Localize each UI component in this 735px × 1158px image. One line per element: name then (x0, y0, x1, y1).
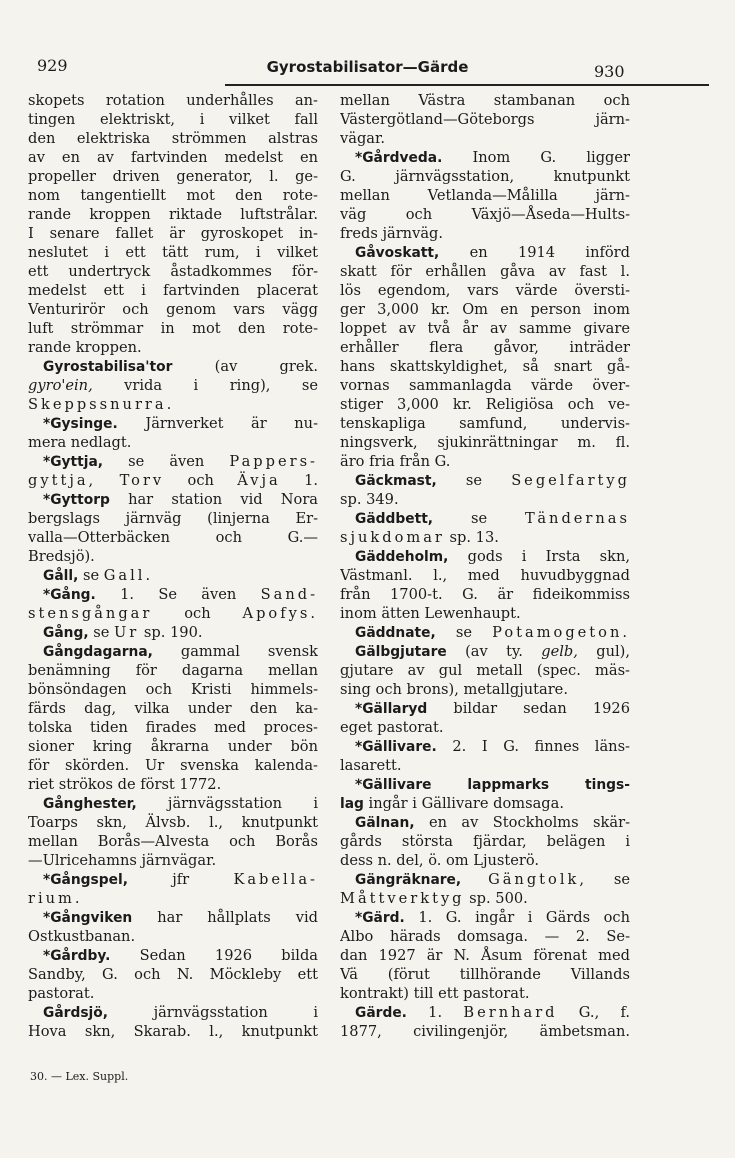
text-line (28, 984, 318, 1003)
text-segment: gul), (577, 643, 630, 660)
text-segment: skatt för erhållen gåva av fast l. (340, 263, 630, 280)
text-segment: se (78, 567, 104, 584)
text-segment: Skeppssnurra. (28, 396, 175, 413)
text-segment: Västmanl. l., med huvudbyggnad (340, 567, 630, 584)
text-segment: 1. Se även (95, 586, 261, 603)
text-segment: 1. (406, 1004, 464, 1021)
text-segment: en 1914 införd (439, 244, 630, 261)
text-line (28, 908, 318, 927)
text-line (28, 338, 318, 357)
text-segment: hans skattskyldighet, så snart gå- (340, 358, 630, 375)
text-segment: Sedan 1926 bilda (110, 947, 318, 964)
entry-headword: *Gysinge. (43, 416, 118, 432)
text-line (340, 243, 630, 262)
text-segment: Gängtolk, (488, 871, 587, 888)
text-line (28, 471, 318, 490)
entry-headword: *Gällivare lappmarks tings- (355, 777, 630, 793)
text-line (340, 300, 630, 319)
text-line (340, 604, 630, 623)
text-line (340, 91, 630, 110)
text-segment: G., f. (557, 1004, 630, 1021)
text-line (340, 984, 630, 1003)
entry-headword: *Gångviken (43, 910, 133, 926)
text-line (28, 718, 318, 737)
text-line (340, 452, 630, 471)
text-line (28, 319, 318, 338)
text-segment: Ur (113, 624, 140, 641)
text-segment: gyttja, (28, 472, 97, 489)
text-line (340, 186, 630, 205)
text-segment: gårds största fjärdar, belägen i (340, 833, 630, 850)
left-page-number: 929 (37, 56, 68, 75)
text-segment: Segelfartyg (511, 472, 630, 489)
text-segment: freds järnväg. (340, 225, 444, 242)
text-line (28, 661, 318, 680)
text-line (28, 604, 318, 623)
text-segment: gelb, (541, 643, 578, 660)
text-segment: propeller driven generator, l. ge- (28, 168, 318, 185)
text-segment: vägar. (340, 130, 385, 147)
text-segment: och (152, 605, 243, 622)
text-segment: Pappers- (229, 453, 318, 470)
text-segment: Gall. (103, 567, 154, 584)
text-segment: bildar sedan 1926 (427, 700, 630, 717)
left-column (28, 91, 318, 1041)
entry-headword: *Gyttorp (43, 492, 110, 508)
text-segment: lasarett. (340, 757, 402, 774)
text-segment: medelst ett i fartvinden placerat (28, 282, 318, 299)
text-line (340, 566, 630, 585)
text-segment: tolska tiden firades med proces- (28, 719, 318, 736)
entry-headword: Gäckmast, (355, 473, 437, 489)
text-line (340, 756, 630, 775)
text-line (340, 623, 630, 642)
entry-headword: Gånghester, (43, 796, 137, 812)
entry-headword: *Gällivare. (355, 739, 437, 755)
text-segment: se (586, 871, 630, 888)
entry-headword: *Gärd. (355, 910, 405, 926)
text-segment: Kabella- (233, 871, 318, 888)
running-header (0, 56, 735, 86)
text-line (28, 186, 318, 205)
text-line (340, 490, 630, 509)
text-line (28, 224, 318, 243)
text-segment: sp. 500. (464, 890, 528, 907)
text-line (28, 300, 318, 319)
text-segment: gyro'ein, (28, 377, 93, 394)
text-segment: mellan Borås—Alvesta och Borås (28, 833, 318, 850)
text-segment: vornas sammanlagda värde över- (340, 377, 630, 394)
text-line (28, 585, 318, 604)
text-line (28, 357, 318, 376)
text-line (28, 509, 318, 528)
text-segment: färds dag, vilka under den ka- (28, 700, 318, 717)
text-segment: Toarps skn, Älvsb. l., knutpunkt (28, 814, 318, 831)
text-segment: ett undertryck åstadkommes för- (28, 263, 318, 280)
text-segment: loppet av två år av samme givare (340, 320, 630, 337)
text-line (340, 851, 630, 870)
text-line (28, 680, 318, 699)
text-line (340, 414, 630, 433)
text-segment: rande kroppen. (28, 339, 142, 356)
text-segment: sjukdomar (340, 529, 445, 546)
text-line (340, 319, 630, 338)
text-line (28, 927, 318, 946)
text-segment: bergslags järnväg (linjerna Er- (28, 510, 318, 527)
text-line (28, 167, 318, 186)
text-line (28, 452, 318, 471)
text-line (28, 699, 318, 718)
text-line (28, 205, 318, 224)
entry-headword: Gäddnate, (355, 625, 436, 641)
text-line (28, 870, 318, 889)
text-line (340, 110, 630, 129)
text-segment: dan 1927 är N. Åsum förenat med (340, 947, 630, 964)
entry-headword: Gäddeholm, (355, 549, 449, 565)
text-segment: för skörden. Ur svenska kalenda- (28, 757, 318, 774)
text-segment: Hova skn, Skarab. l., knutpunkt (28, 1023, 318, 1040)
text-segment: sp. 13. (444, 529, 499, 546)
text-line (340, 129, 630, 148)
text-segment: se (88, 624, 114, 641)
text-segment: Tändernas (525, 510, 630, 527)
text-segment: 2. I G. finnes läns- (436, 738, 630, 755)
text-segment: Ostkustbanan. (28, 928, 136, 945)
text-segment: 1877, civilingenjör, ämbetsman. (340, 1023, 630, 1040)
text-segment: Måttverktyg (340, 890, 465, 907)
entry-headword: *Gångspel, (43, 872, 128, 888)
text-line (28, 490, 318, 509)
entry-headword: Gälnan, (355, 815, 415, 831)
text-line (340, 794, 630, 813)
text-segment: bönsöndagen och Kristi himmels- (28, 681, 318, 698)
text-segment: ningsverk, sjukinrättningar m. fl. (340, 434, 630, 451)
text-line (28, 642, 318, 661)
entry-headword: Gåll, (43, 568, 79, 584)
text-segment (96, 472, 119, 489)
text-segment: vrida i ring), se (92, 377, 318, 394)
text-line (28, 794, 318, 813)
text-line (340, 832, 630, 851)
text-line (28, 110, 318, 129)
text-segment: se (436, 472, 512, 489)
text-segment: jfr (127, 871, 234, 888)
text-line (340, 509, 630, 528)
entry-headword: Gång, (43, 625, 89, 641)
text-line (28, 756, 318, 775)
text-line (28, 528, 318, 547)
text-line (340, 528, 630, 547)
text-line (340, 1003, 630, 1022)
text-segment: ger 3,000 kr. Om en person inom (340, 301, 630, 318)
text-segment (461, 871, 488, 888)
text-line (28, 148, 318, 167)
text-line (340, 927, 630, 946)
text-line (340, 395, 630, 414)
text-segment: den elektriska strömmen alstras (28, 130, 318, 147)
text-line (28, 414, 318, 433)
text-segment: erhåller flera gåvor, inträder (340, 339, 630, 356)
text-segment: lös egendom, vars värde översti- (340, 282, 630, 299)
text-segment: Sandby, G. och N. Möckleby ett (28, 966, 318, 983)
text-segment: Potamogeton. (492, 624, 630, 641)
text-segment: pastorat. (28, 985, 95, 1002)
text-line (340, 718, 630, 737)
entry-headword: Gårdsjö, (43, 1005, 108, 1021)
text-segment: sp. 190. (139, 624, 203, 641)
entry-headword: Gängräknare, (355, 872, 462, 888)
entry-headword: Gärde. (355, 1005, 407, 1021)
text-segment: inom ätten Lewenhaupt. (340, 605, 521, 622)
text-segment: eget pastorat. (340, 719, 444, 736)
text-segment: mellan Västra stambanan och (340, 92, 630, 109)
text-segment: (av ty. (446, 643, 542, 660)
text-segment: 1. (280, 472, 318, 489)
text-line (340, 889, 630, 908)
text-segment: Inom G. ligger (442, 149, 630, 166)
text-line (340, 870, 630, 889)
text-segment: se (433, 510, 526, 527)
text-segment: järnvägsstation i (107, 1004, 318, 1021)
text-segment: se (435, 624, 493, 641)
text-line (340, 680, 630, 699)
text-line (340, 224, 630, 243)
text-segment: järnvägsstation i (136, 795, 318, 812)
text-segment: Västergötland—Göteborgs järn- (340, 111, 630, 128)
text-segment: har station vid Nora (109, 491, 318, 508)
text-line (340, 699, 630, 718)
text-line (28, 965, 318, 984)
entry-headword: lag (340, 796, 364, 812)
text-segment: gods i Irsta skn, (448, 548, 630, 565)
text-segment: riet strökos de först 1772. (28, 776, 222, 793)
text-segment: äro fria från G. (340, 453, 451, 470)
text-line (340, 547, 630, 566)
text-line (28, 376, 318, 395)
text-segment: se även (103, 453, 230, 470)
text-segment: I senare fallet är gyroskopet in- (28, 225, 318, 242)
text-segment: nom tangentiellt mot den rote- (28, 187, 318, 204)
entry-headword: *Gällaryd (355, 701, 428, 717)
text-segment: G. järnvägsstation, knutpunkt (340, 168, 630, 185)
text-line (28, 566, 318, 585)
text-line (340, 661, 630, 680)
header-rule (225, 84, 709, 86)
text-segment: kontrakt) till ett pastorat. (340, 985, 530, 1002)
text-line (340, 167, 630, 186)
text-line (28, 395, 318, 414)
text-segment: sing och brons), metallgjutare. (340, 681, 568, 698)
text-line (28, 775, 318, 794)
text-segment: 1. G. ingår i Gärds och (404, 909, 630, 926)
text-segment: Bernhard (463, 1004, 558, 1021)
text-line (28, 832, 318, 851)
text-segment: skopets rotation underhålles an- (28, 92, 318, 109)
text-line (340, 1022, 630, 1041)
text-segment: luft strömmar in mot den rote- (28, 320, 318, 337)
text-segment: Albo härads domsaga. — 2. Se- (340, 928, 630, 945)
entry-headword: *Gyttja, (43, 454, 104, 470)
text-segment: Vä (förut tillhörande Villands (340, 966, 630, 983)
text-line (28, 281, 318, 300)
text-segment: rium. (28, 890, 83, 907)
text-line (28, 813, 318, 832)
text-segment: Järnverket är nu- (117, 415, 318, 432)
text-line (340, 357, 630, 376)
entry-headword: Gyrostabilisa'tor (43, 359, 173, 375)
text-line (28, 851, 318, 870)
text-line (340, 148, 630, 167)
text-line (340, 965, 630, 984)
text-line (340, 281, 630, 300)
text-segment: Sand- (260, 586, 318, 603)
text-segment: stensgångar (28, 605, 153, 622)
entry-headword: *Gårdveda. (355, 150, 443, 166)
text-segment: ingår i Gällivare domsaga. (363, 795, 564, 812)
text-segment: neslutet i ett tätt rum, i vilket (28, 244, 318, 261)
text-line (340, 585, 630, 604)
entry-headword: Gåvoskatt, (355, 245, 440, 261)
text-line (28, 129, 318, 148)
text-line (28, 91, 318, 110)
text-line (340, 376, 630, 395)
text-segment: stiger 3,000 kr. Religiösa och ve- (340, 396, 630, 413)
text-line (340, 433, 630, 452)
text-segment: benämning för dagarna mellan (28, 662, 318, 679)
text-segment: tenskapliga samfund, undervis- (340, 415, 630, 432)
text-segment: gammal svensk (152, 643, 318, 660)
text-line (340, 946, 630, 965)
entry-headword: *Gång. (43, 587, 96, 603)
text-line (28, 243, 318, 262)
entry-headword: Gäddbett, (355, 511, 434, 527)
text-segment: dess n. del, ö. om Ljusterö. (340, 852, 540, 869)
text-segment: en av Stockholms skär- (414, 814, 630, 831)
text-segment: sp. 349. (340, 491, 399, 508)
text-line (28, 547, 318, 566)
text-segment: Ävja (237, 472, 281, 489)
text-line (340, 813, 630, 832)
text-segment: Bredsjö). (28, 548, 95, 565)
right-column (340, 91, 630, 1041)
text-line (28, 262, 318, 281)
text-line (340, 338, 630, 357)
text-segment: har hållplats vid (132, 909, 318, 926)
text-segment: Venturirör och genom vars vägg (28, 301, 318, 318)
text-segment: av en av fartvinden medelst en (28, 149, 318, 166)
text-segment: mellan Vetlanda—Målilla järn- (340, 187, 630, 204)
text-line (28, 1022, 318, 1041)
text-segment: tingen elektriskt, i vilket fall (28, 111, 318, 128)
text-line (28, 623, 318, 642)
text-segment: sioner kring åkrarna under bön (28, 738, 318, 755)
text-line (28, 1003, 318, 1022)
text-line (28, 889, 318, 908)
text-segment: mera nedlagt. (28, 434, 132, 451)
entry-headword: *Gårdby. (43, 948, 111, 964)
text-line (340, 642, 630, 661)
text-segment: valla—Otterbäcken och G.— (28, 529, 318, 546)
text-segment: Apofys. (242, 605, 318, 622)
text-line (340, 775, 630, 794)
text-line (340, 737, 630, 756)
text-segment: väg och Växjö—Åseda—Hults- (340, 206, 630, 223)
footer-signature: 30. — Lex. Suppl. (30, 1070, 129, 1083)
text-line (340, 471, 630, 490)
text-segment: Torv (119, 472, 165, 489)
entry-headword: Gångdagarna, (43, 644, 153, 660)
text-line (28, 946, 318, 965)
text-line (340, 262, 630, 281)
text-segment: gjutare av gul metall (spec. mäs- (340, 662, 630, 679)
entry-headword: Gälbgjutare (355, 644, 447, 660)
text-segment: —Ulricehamns järnvägar. (28, 852, 217, 869)
text-segment: rande kroppen riktade luftstrålar. (28, 206, 318, 223)
right-page-number: 930 (594, 62, 625, 81)
text-line (340, 205, 630, 224)
text-segment: (av grek. (172, 358, 318, 375)
text-line (28, 433, 318, 452)
text-segment: från 1700-t. G. är fideikommiss (340, 586, 630, 603)
text-segment: och (164, 472, 238, 489)
text-line (340, 908, 630, 927)
text-line (28, 737, 318, 756)
running-title: Gyrostabilisator—Gärde (266, 58, 469, 76)
